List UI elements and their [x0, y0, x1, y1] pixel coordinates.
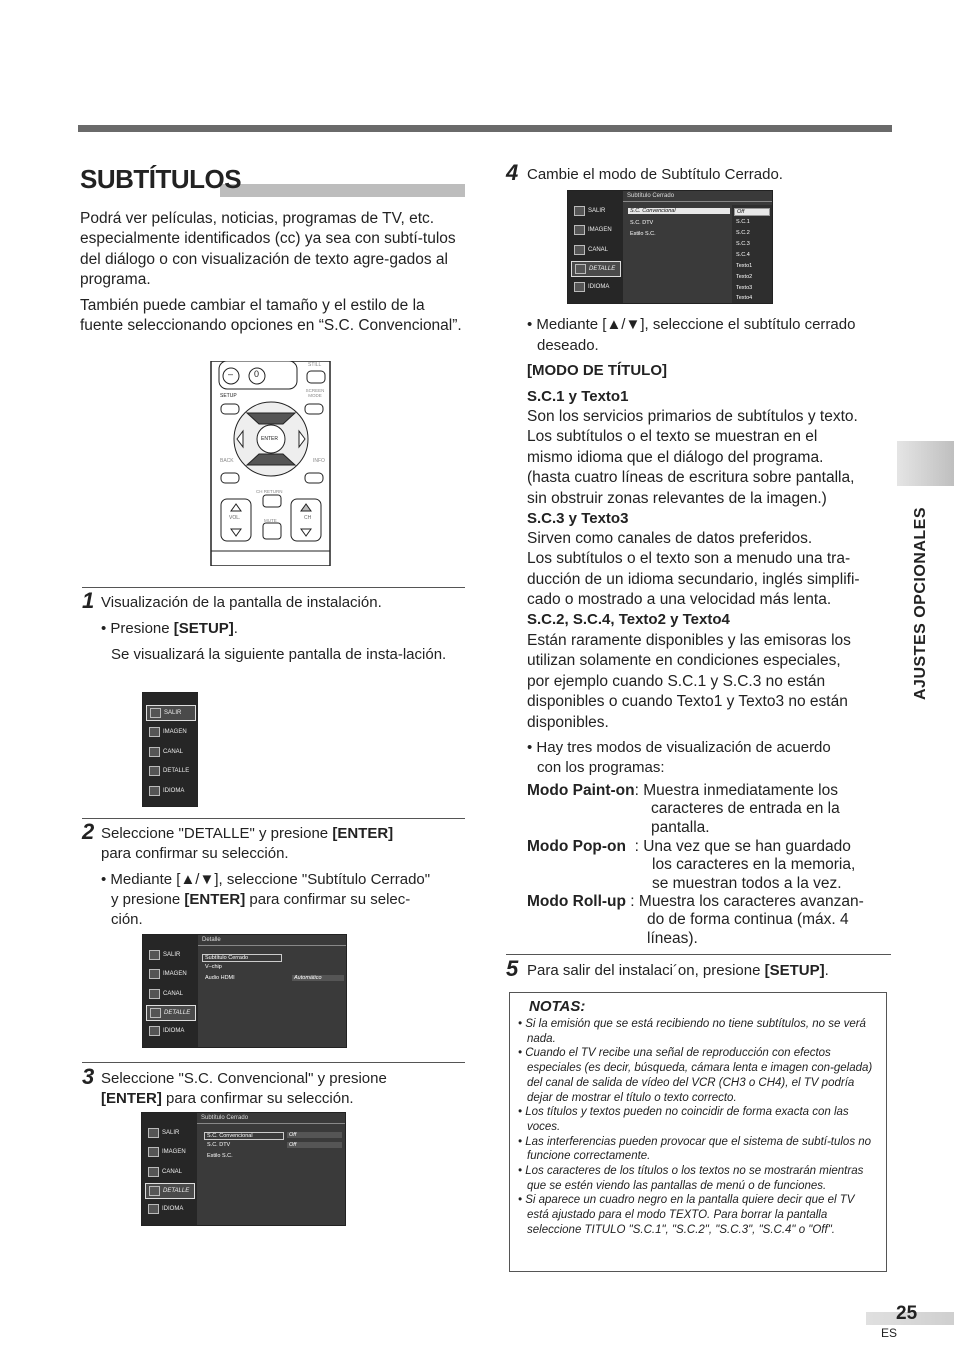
menu-item-idioma[interactable] [146, 783, 196, 799]
top-rule [78, 125, 892, 132]
menu-row-estilo-sc[interactable]: Estilo S.C. [207, 1153, 233, 1159]
step3-enter-key: [ENTER] [101, 1090, 162, 1107]
sc1-line: sin obstruir zonas relevantes de la imagen.) [527, 489, 827, 507]
menu-item-label: CANAL [163, 749, 184, 755]
step2-rule [82, 818, 465, 819]
step5-number: 5 [506, 956, 519, 981]
notes-title: NOTAS: [529, 998, 586, 1015]
channel-icon [149, 747, 160, 757]
exit-icon [574, 206, 585, 216]
language-icon [574, 282, 585, 292]
note-item: • Los caracteres de los títulos o los textos no se mostrarán mientras que se estén viendo las pantallas de menú o de funciones. [518, 1165, 864, 1192]
setup-menu-screen [142, 692, 198, 807]
mode-sep: : [634, 782, 644, 799]
menu-item-imagen[interactable] [571, 222, 621, 238]
step2-bullet-line2 [111, 890, 410, 911]
menu-item-label: IMAGEN [588, 227, 612, 233]
mode-name: Modo Pop-on [527, 838, 626, 855]
step4-bullet1: • Mediante [▲/▼], seleccione el subtítulo cerrado [527, 316, 856, 333]
menu-row-sc-dtv[interactable]: S.C. DTV [630, 220, 654, 226]
menu-item-label: CANAL [588, 247, 609, 253]
option-texto2[interactable]: Texto2 [736, 274, 753, 280]
mode-name: Modo Roll-up [527, 893, 626, 910]
language-icon [148, 1204, 159, 1214]
picture-icon [149, 727, 160, 737]
menu-item-label: IDIOMA [162, 1206, 184, 1212]
menu-item-salir[interactable] [146, 705, 196, 721]
menu-item-label: SALIR [164, 710, 182, 716]
remote-enter-label: ENTER [261, 436, 278, 442]
option-sc2[interactable]: S.C.2 [736, 230, 750, 236]
menu-item-idioma[interactable] [571, 279, 621, 295]
sc2-line: por ejemplo cuando S.C.1 y S.C.3 no están [527, 672, 826, 690]
mode-line: se muestran todos a la vez. [652, 874, 842, 892]
remote-still-label: STILL [308, 362, 322, 368]
sc1-line: Son los servicios primarios de subtítulos y texto. [527, 408, 858, 425]
sc2-line: Están raramente disponibles y las emisoras los [527, 632, 851, 649]
menu-item-detalle[interactable] [146, 763, 196, 779]
intro-paragraph-1: Podrá ver películas, noticias, programas de TV, etc. especialmente identificados (cc) ya sea con subtí-tulos del diálogo o con visualización de texto agre-gados al programa. [80, 210, 456, 289]
step1-setup-key: [SETUP] [173, 620, 234, 637]
note-item: • Las interferencias pueden provocar que el sistema de subtí-tulos no funcione correctamente. [518, 1135, 872, 1163]
mode-pop-on [527, 838, 851, 857]
step4-bullet2: • Hay tres modos de visualización de acuerdo [527, 739, 831, 756]
step2-line1 [101, 824, 393, 845]
step5-setup-key: [SETUP] [764, 962, 825, 979]
menu-item-label: SALIR [588, 208, 606, 214]
step2-number: 2 [82, 819, 95, 844]
menu-title: Detalle [202, 937, 221, 943]
note-item: • Si la emisión que se está recibiendo no tiene subtítulos, no se verá nada. [518, 1018, 866, 1045]
sc2-line: disponibles o cuando Texto1 y Texto3 no están [527, 693, 848, 711]
menu-item-label: CANAL [163, 991, 184, 997]
menu-item-detalle[interactable] [571, 261, 621, 277]
menu-item-imagen[interactable] [146, 966, 196, 982]
mode-line: líneas). [647, 929, 698, 947]
option-sc1[interactable]: S.C.1 [736, 219, 750, 225]
step1-bullet-pre: • Presione [101, 620, 174, 637]
menu-item-label: IDIOMA [163, 788, 185, 794]
menu-title: Subtítulo Cerrado [627, 193, 675, 199]
mode-sep: : [626, 893, 639, 910]
menu-item-label: DETALLE [163, 1188, 190, 1194]
sc2-heading: S.C.2, S.C.4, Texto2 y Texto4 [527, 611, 730, 628]
sc2-body [527, 631, 851, 733]
step4-bullet2b: con los programas: [537, 759, 665, 776]
menu-item-detalle[interactable] [146, 1005, 196, 1021]
step3-number: 3 [82, 1064, 95, 1089]
remote-illustration [209, 361, 332, 566]
menu-row-sc-dtv[interactable]: S.C. DTV [207, 1142, 231, 1148]
section-side-label: AJUSTES OPCIONALES [912, 506, 929, 700]
sc1-line: Los subtítulos o el texto se muestran en el [527, 428, 818, 446]
audio-hdmi-value: Automático [292, 975, 344, 981]
detail-icon [149, 1186, 160, 1196]
step2-enter-key: [ENTER] [332, 825, 394, 842]
menu-row-estilo-sc[interactable]: Estilo S.C. [630, 231, 656, 237]
menu-item-label: IDIOMA [163, 1028, 185, 1034]
exit-icon [149, 950, 160, 960]
menu-item-canal[interactable] [145, 1164, 195, 1180]
remote-ch-label: CH [304, 515, 312, 521]
menu-item-detalle[interactable] [145, 1183, 195, 1199]
detail-icon [575, 264, 586, 274]
menu-item-salir[interactable] [145, 1125, 195, 1141]
sc3-line: Los subtítulos o el texto son a menudo una tra- [527, 550, 851, 568]
channel-icon [149, 989, 160, 999]
step3-line2-post: para confirmar su selección. [161, 1090, 354, 1107]
step2-b-pre: y presione [111, 891, 185, 908]
step4-text: Cambie el modo de Subtítulo Cerrado. [527, 166, 783, 183]
step1-subtext: Se visualizará la siguiente pantalla de insta-lación. [111, 646, 447, 663]
subtitulo-menu-screen-step3 [141, 1112, 346, 1226]
sc1-heading: S.C.1 y Texto1 [527, 388, 629, 405]
menu-item-canal[interactable] [571, 242, 621, 258]
mode-line: do de forma continua (máx. 4 [647, 911, 849, 928]
sc1-line: (hasta cuatro líneas de escritura sobre pantalla, [527, 469, 855, 487]
menu-item-label: DETALLE [589, 266, 616, 272]
menu-item-salir[interactable] [571, 203, 621, 219]
menu-item-label: DETALLE [163, 768, 190, 774]
step3-line1: Seleccione "S.C. Convencional" y presione [101, 1070, 387, 1087]
mode-line: pantalla. [651, 818, 710, 836]
mode-title: [MODO DE TÍTULO] [527, 362, 667, 379]
mode-roll-up [527, 893, 864, 912]
step3-line2 [101, 1089, 354, 1110]
channel-icon [148, 1167, 159, 1177]
step2-bullet-line1: • Mediante [▲/▼], seleccione "Subtítulo Cerrado" [101, 871, 431, 888]
exit-icon [148, 1128, 159, 1138]
remote-vol-label: VOL. [229, 515, 241, 521]
option-off[interactable]: Off [734, 208, 770, 216]
note-item: • Los títulos y textos pueden no coincidir de forma exacta con las voces. [518, 1106, 849, 1133]
detalle-menu-screen [142, 934, 347, 1048]
step4-bullet1b: deseado. [537, 337, 599, 354]
step2-b-enter-key: [ENTER] [184, 891, 246, 908]
picture-icon [148, 1147, 159, 1157]
option-texto4[interactable]: Texto4 [736, 295, 753, 301]
step1-text: Visualización de la pantalla de instalación. [101, 594, 382, 611]
step5-post: . [824, 962, 829, 979]
menu-item-imagen[interactable] [145, 1144, 195, 1160]
sc3-line: Sirven como canales de datos preferidos. [527, 530, 813, 547]
menu-item-canal[interactable] [146, 744, 196, 760]
remote-screen-mode-label: SCREEN MODE [305, 388, 325, 398]
picture-icon [149, 969, 160, 979]
sc1-body [527, 407, 858, 509]
remote-ch-return-label: CH RETURN [256, 489, 283, 494]
sc2-line: disponibles. [527, 713, 609, 731]
menu-item-imagen[interactable] [146, 724, 196, 740]
note-item: • Cuando el TV recibe una señal de reproducción con efectos especiales (es decir, búsqueda, cámara lenta e imagen con-gelada) del canal de salida de vídeo del VCR (CH3 o CH4), el TV podría dejar de mostrar el título o texto correcto. [518, 1047, 873, 1104]
step2-line1-pre: Seleccione "DETALLE" y presione [101, 825, 333, 842]
option-texto1[interactable]: Texto1 [736, 263, 753, 269]
language-icon [149, 786, 160, 796]
mode-line: los caracteres en la memoria, [652, 856, 856, 873]
side-tab-marker [897, 441, 954, 486]
option-sc3[interactable]: S.C.3 [736, 241, 750, 247]
sc-convencional-value: Off [287, 1132, 342, 1138]
page-number: 25 [896, 1303, 918, 1324]
mode-pop-on-cont [652, 856, 855, 893]
mode-paint-on-cont [651, 800, 840, 837]
mode-line: Muestra los caracteres avanzan- [638, 893, 864, 910]
option-texto3[interactable]: Texto3 [736, 285, 753, 291]
notes-box [509, 992, 887, 1272]
mode-line: caracteres de entrada en la [651, 800, 840, 817]
menu-item-label: SALIR [162, 1130, 180, 1136]
menu-title: Subtítulo Cerrado [201, 1115, 249, 1121]
menu-item-label: IMAGEN [162, 1149, 186, 1155]
step4-number: 4 [506, 160, 519, 185]
sc3-body [527, 529, 860, 611]
step2-bullet-line3: ción. [111, 911, 143, 928]
intro-paragraph-2: También puede cambiar el tamaño y el estilo de la fuente seleccionando opciones en “S.C. Convencional”. [80, 297, 462, 335]
menu-row-subtitulo-cerrado[interactable]: Subtítulo Cerrado [202, 954, 282, 962]
mode-line: Una vez que se han guardado [643, 838, 851, 855]
step1-rule [82, 587, 465, 588]
step5-rule [506, 954, 891, 955]
note-item: • Si aparece un cuadro negro en la pantalla quiere decir que el TV está ajustado para el modo TEXTO. Para borrar la pantalla seleccione TITULO "S.C.1", "S.C.2", "S.C.3", "S.C.4" o "Off". [518, 1194, 855, 1236]
menu-row-sc-convencional[interactable]: S.C. Convencional [628, 208, 730, 214]
sc3-heading: S.C.3 y Texto3 [527, 510, 629, 527]
menu-row-vchip[interactable]: V–chip [205, 964, 222, 970]
remote-zero-label: 0 [254, 369, 260, 379]
menu-item-canal[interactable] [146, 986, 196, 1002]
step1-number: 1 [82, 588, 95, 613]
exit-icon [150, 708, 161, 718]
mode-roll-up-cont [647, 911, 849, 948]
menu-row-audio-hdmi[interactable]: Audio HDMI [205, 975, 235, 981]
channel-icon [574, 245, 585, 255]
language-code: ES [881, 1326, 898, 1340]
step5-pre: Para salir del instalaci´on, presione [527, 962, 765, 979]
picture-icon [574, 225, 585, 235]
menu-item-idioma[interactable] [145, 1201, 195, 1217]
remote-setup-label: SETUP [220, 393, 237, 399]
remote-mute-label: MUTE [264, 518, 277, 523]
menu-item-label: SALIR [163, 952, 181, 958]
remote-info-label: INFO [313, 458, 325, 464]
menu-item-label: DETALLE [164, 1010, 191, 1016]
sc-dtv-value: Off [287, 1142, 342, 1148]
menu-item-salir[interactable] [146, 947, 196, 963]
option-sc4[interactable]: S.C.4 [736, 252, 750, 258]
step3-rule [82, 1062, 465, 1063]
sc3-line: cado o mostrado a una velocidad más lenta. [527, 591, 832, 609]
mode-sep: : [626, 838, 644, 855]
step1-bullet [101, 619, 238, 640]
remote-minus-label: – [228, 369, 234, 379]
menu-item-label: IDIOMA [588, 284, 610, 290]
step1-bullet-post: . [233, 620, 238, 637]
mode-name: Modo Paint-on [527, 782, 635, 799]
remote-back-label: BACK [220, 458, 234, 464]
menu-item-label: CANAL [162, 1169, 183, 1175]
menu-item-label: IMAGEN [163, 729, 187, 735]
sc2-line: utilizan solamente en condiciones especiales, [527, 652, 841, 670]
menu-row-sc-convencional[interactable]: S.C. Convencional [204, 1132, 284, 1140]
sc1-line: mismo idioma que el diálogo del programa. [527, 448, 824, 466]
detail-icon [149, 766, 160, 776]
sc3-line: ducción de un idioma secundario, inglés simplifi- [527, 570, 860, 588]
menu-item-label: IMAGEN [163, 971, 187, 977]
page-title: SUBTÍTULOS [80, 164, 242, 194]
mode-line: Muestra inmediatamente los [643, 782, 838, 799]
step5-text [527, 961, 829, 982]
step2-line2: para confirmar su selección. [101, 845, 289, 862]
detail-icon [150, 1008, 161, 1018]
language-icon [149, 1026, 160, 1036]
menu-item-idioma[interactable] [146, 1023, 196, 1039]
title-rule [220, 184, 465, 197]
step2-b-post: para confirmar su selec- [245, 891, 411, 908]
subtitulo-menu-screen-step4 [567, 190, 773, 304]
mode-paint-on [527, 782, 838, 801]
